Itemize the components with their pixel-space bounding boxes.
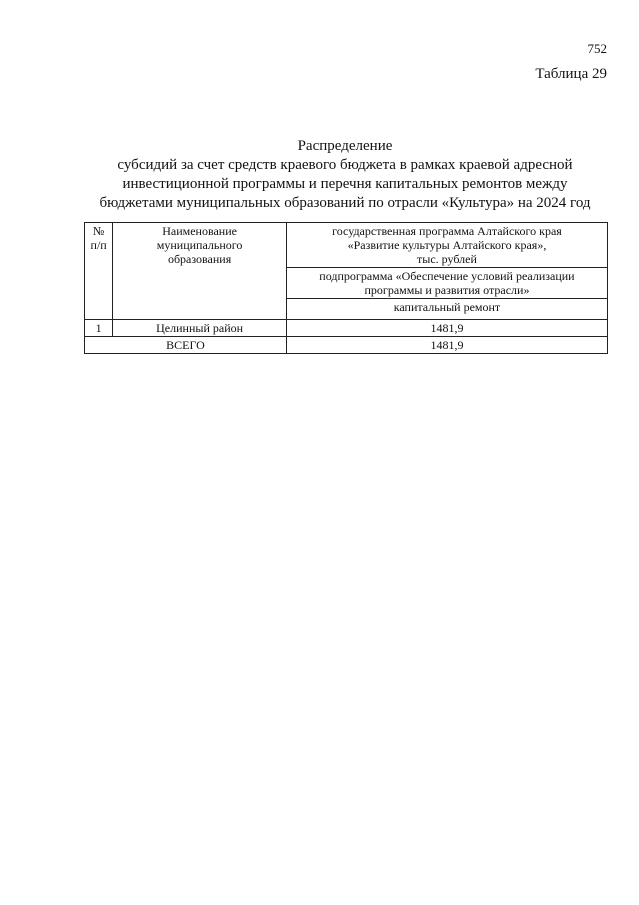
- total-value-cell: 1481,9: [286, 337, 607, 354]
- table-total-row: [85, 337, 608, 354]
- header-num-line: п/п: [90, 238, 107, 252]
- row-num-cell: 1: [85, 320, 113, 337]
- header-program-cell: [286, 223, 607, 268]
- title-line: Распределение: [297, 138, 393, 154]
- header-num-cell: [85, 223, 113, 320]
- header-num-line: №: [92, 224, 105, 238]
- title-line: бюджетами муниципальных образований по отрасли «Культура» на 2024 год: [99, 195, 591, 211]
- subprogram-line: программы и развития отрасли»: [364, 283, 530, 297]
- header-subprogram-cell: [286, 268, 607, 299]
- program-line: государственная программа Алтайского края: [332, 224, 562, 238]
- header-kind-cell: капитальный ремонт: [286, 299, 607, 320]
- title-line: субсидий за счет средств краевого бюджета в рамках краевой адресной: [117, 157, 573, 173]
- title-line: инвестиционной программы и перечня капитальных ремонтов между: [122, 176, 568, 192]
- program-line: тыс. рублей: [417, 252, 477, 266]
- row-name-cell: Целинный район: [113, 320, 287, 337]
- row-value-cell: 1481,9: [286, 320, 607, 337]
- header-name-line: муниципального: [156, 238, 243, 252]
- header-name-cell: [113, 223, 287, 320]
- total-label-cell: ВСЕГО: [85, 337, 287, 354]
- subprogram-line: подпрограмма «Обеспечение условий реализации: [319, 269, 575, 283]
- subsidy-table: [84, 222, 608, 354]
- page-number: 752: [587, 41, 607, 56]
- header-name-line: образования: [167, 252, 232, 266]
- header-name-line: Наименование: [162, 224, 237, 238]
- program-line: «Развитие культуры Алтайского края»,: [347, 238, 547, 252]
- table-label: Таблица 29: [535, 66, 607, 82]
- document-title: [80, 137, 610, 213]
- table-header-row: [85, 223, 608, 268]
- table-row: [85, 320, 608, 337]
